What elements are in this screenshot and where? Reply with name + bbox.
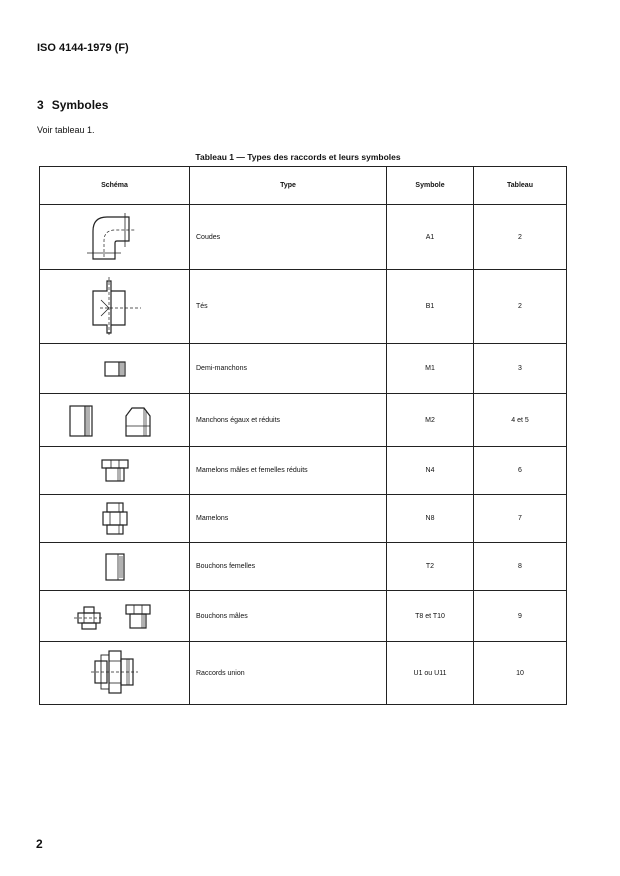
tableau-cell: 2 [474, 205, 567, 270]
table-row [40, 344, 567, 394]
symbole-cell: B1 [387, 270, 474, 344]
tableau-cell: 9 [474, 591, 567, 642]
tee-icon [83, 275, 147, 339]
schema-cell [40, 447, 190, 495]
symbole-cell: A1 [387, 205, 474, 270]
schema-cell [40, 344, 190, 394]
half-socket-icon [97, 358, 133, 380]
type-cell: Bouchons mâles [190, 591, 387, 642]
section-heading [37, 98, 108, 112]
table-row [40, 591, 567, 642]
plug-icon [70, 599, 160, 633]
symbole-cell: N8 [387, 495, 474, 543]
type-cell: Tés [190, 270, 387, 344]
standard-identifier: ISO 4144-1979 (F) [37, 42, 129, 54]
symbole-cell: U1 ou U11 [387, 642, 474, 705]
fittings-table [39, 166, 567, 705]
symbole-cell: M1 [387, 344, 474, 394]
column-header-type: Type [190, 167, 387, 205]
socket-icon [60, 400, 170, 440]
table-row [40, 642, 567, 705]
symbole-cell: M2 [387, 394, 474, 447]
column-header-symbole: Symbole [387, 167, 474, 205]
tableau-cell: 10 [474, 642, 567, 705]
tableau-cell: 2 [474, 270, 567, 344]
tableau-cell: 4 et 5 [474, 394, 567, 447]
symbole-cell: N4 [387, 447, 474, 495]
schema-cell [40, 495, 190, 543]
elbow-icon [85, 211, 145, 263]
type-cell: Manchons égaux et réduits [190, 394, 387, 447]
table-row [40, 205, 567, 270]
schema-cell [40, 205, 190, 270]
section-title: Symboles [51, 98, 109, 112]
table-row [40, 270, 567, 344]
column-header-tableau: Tableau [474, 167, 567, 205]
table-header-row [40, 167, 567, 205]
table-caption: Tableau 1 — Types des raccords et leurs symboles [195, 152, 401, 162]
page-number: 2 [36, 837, 43, 851]
tableau-cell: 7 [474, 495, 567, 543]
table-row [40, 495, 567, 543]
schema-cell [40, 394, 190, 447]
type-cell: Mamelons mâles et femelles réduits [190, 447, 387, 495]
cap-icon [100, 551, 130, 583]
section-intro: Voir tableau 1. [37, 125, 95, 135]
table-row [40, 543, 567, 591]
type-cell: Mamelons [190, 495, 387, 543]
column-header-schema: Schéma [40, 167, 190, 205]
section-number: 3 [37, 98, 44, 112]
tableau-cell: 8 [474, 543, 567, 591]
schema-cell [40, 543, 190, 591]
hex-nipple-icon [100, 501, 130, 537]
schema-cell [40, 270, 190, 344]
tableau-cell: 3 [474, 344, 567, 394]
type-cell: Coudes [190, 205, 387, 270]
union-icon [88, 649, 142, 697]
type-cell: Demi-manchons [190, 344, 387, 394]
symbole-cell: T8 et T10 [387, 591, 474, 642]
type-cell: Bouchons femelles [190, 543, 387, 591]
symbole-cell: T2 [387, 543, 474, 591]
tableau-cell: 6 [474, 447, 567, 495]
schema-cell [40, 642, 190, 705]
hex-nipple-reducing-icon [97, 457, 133, 485]
schema-cell [40, 591, 190, 642]
table-row [40, 394, 567, 447]
table-row [40, 447, 567, 495]
type-cell: Raccords union [190, 642, 387, 705]
